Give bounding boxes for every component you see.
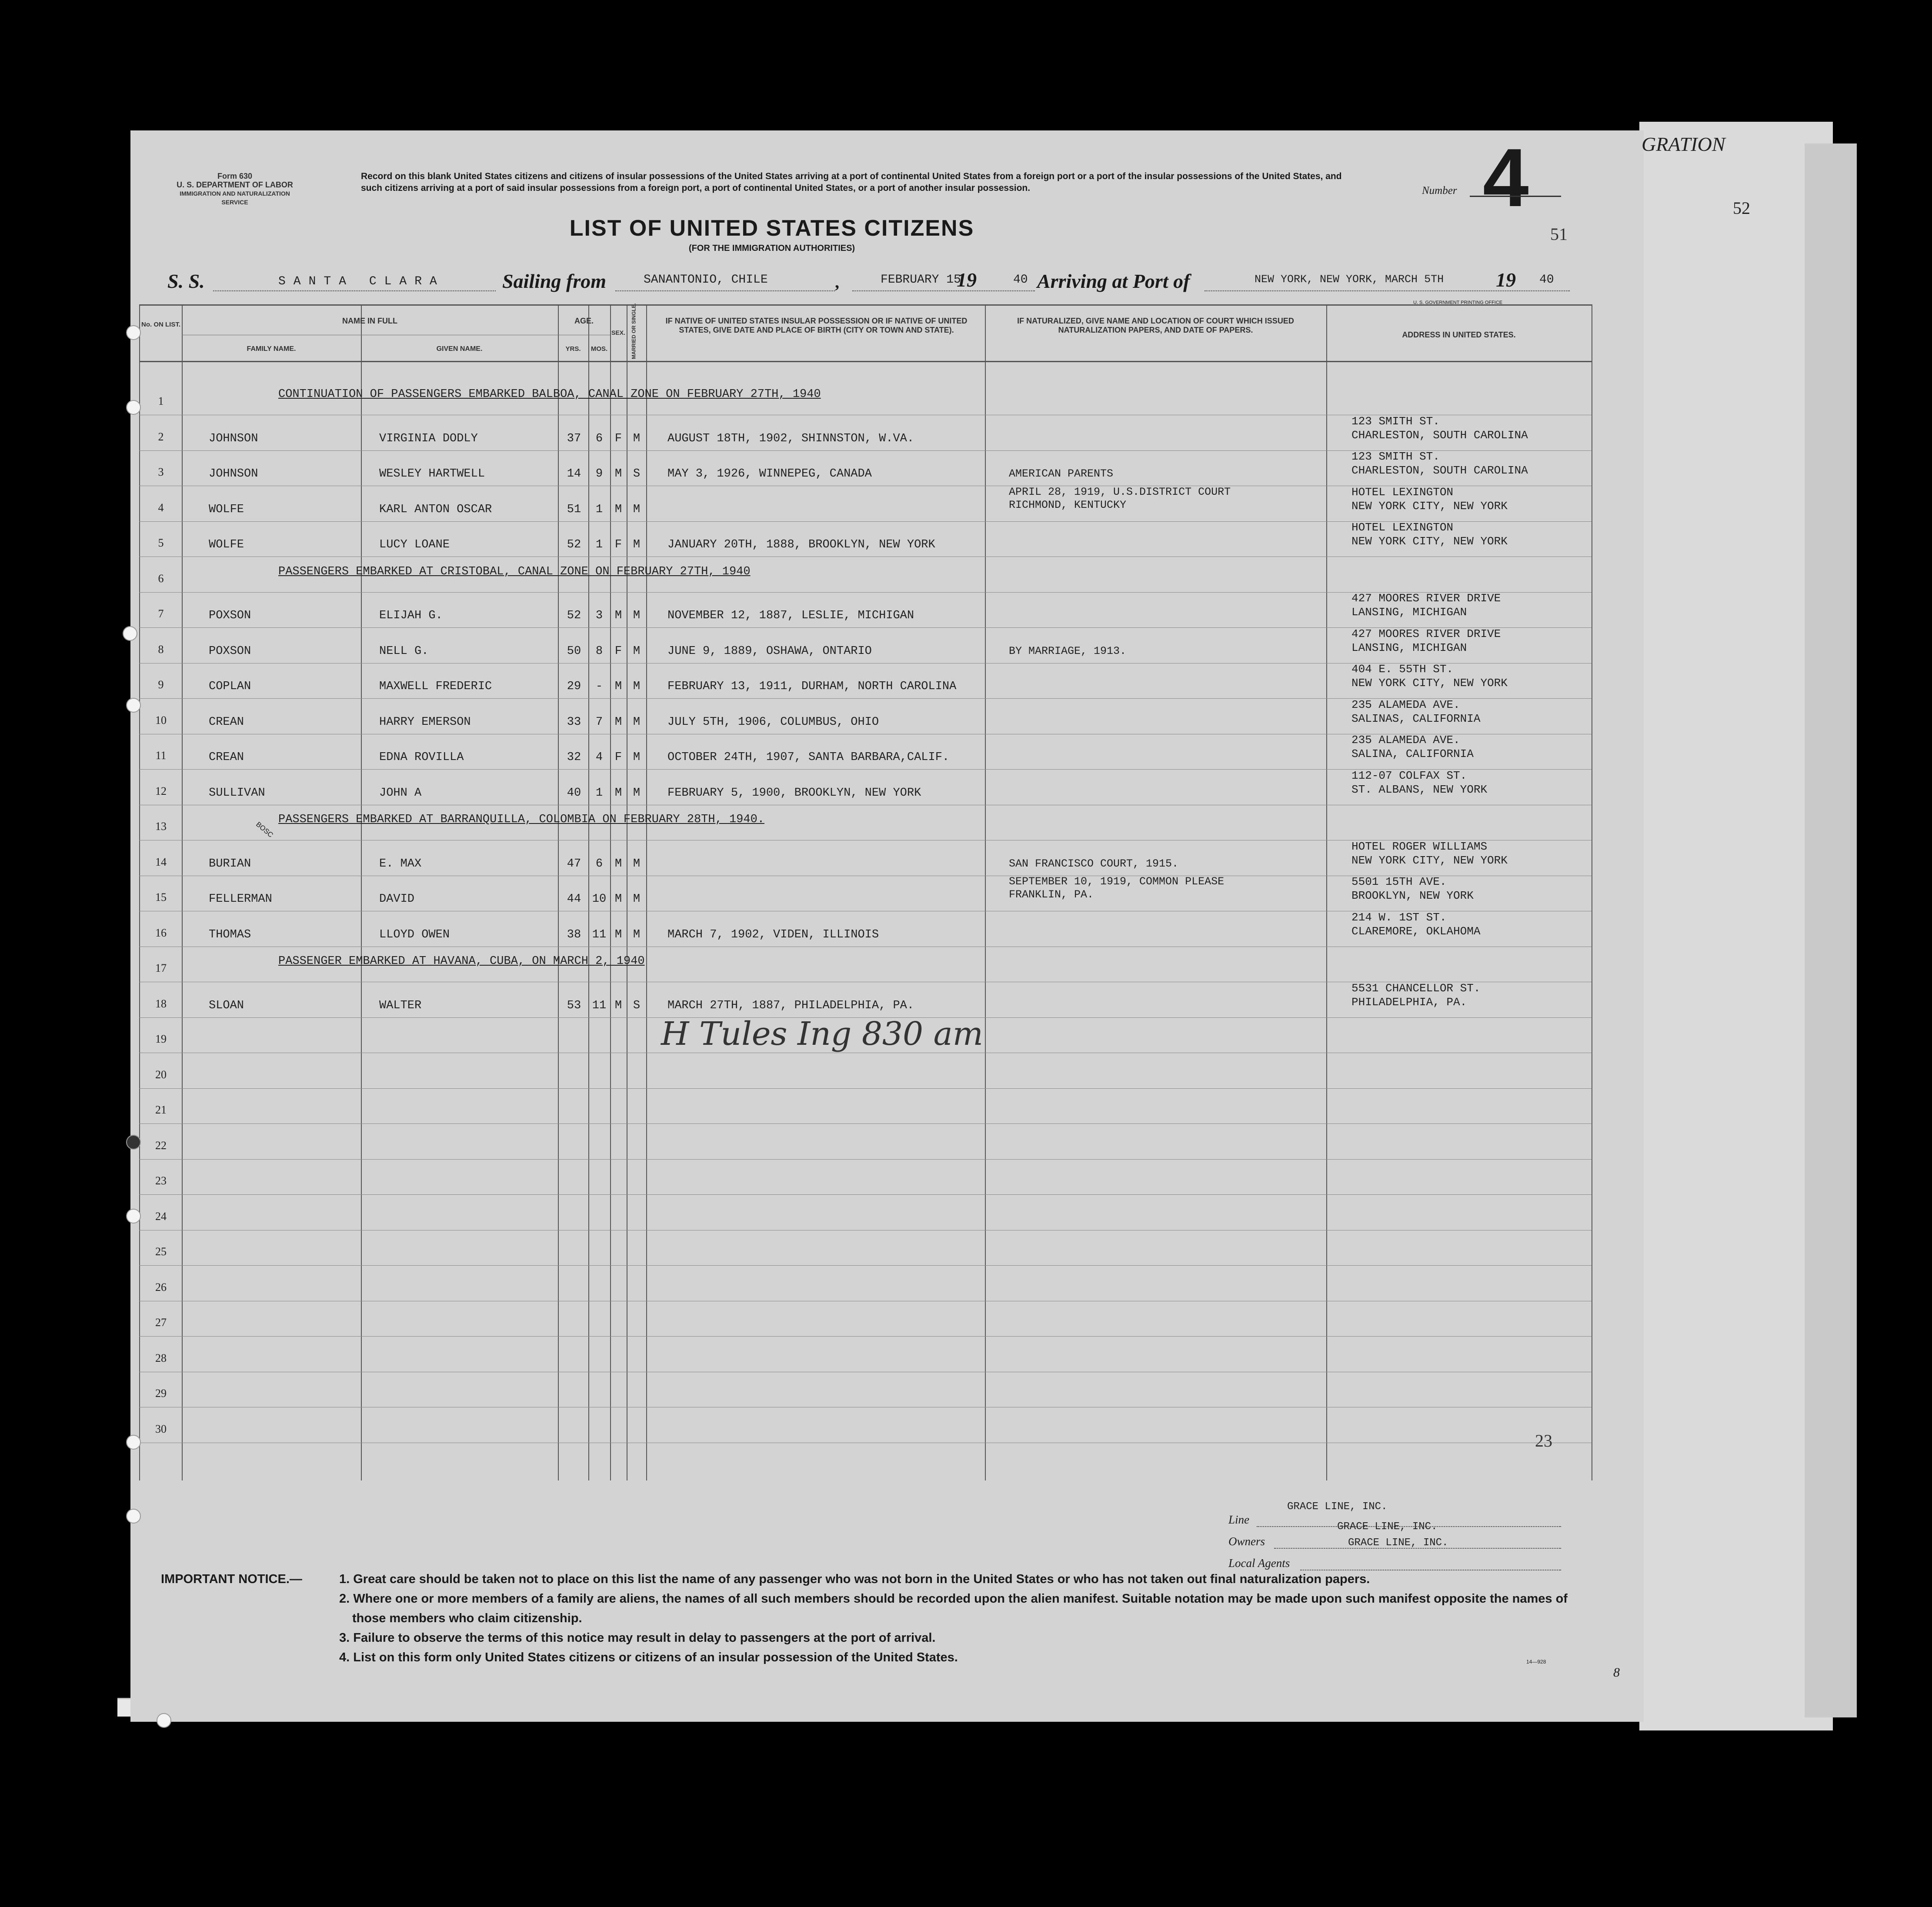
cell-given: NELL G. <box>379 644 429 658</box>
notice-item: 4. List on this form only United States citizens or citizens of an insular possession of the United States. <box>339 1650 958 1664</box>
cell-address-line2: SALINAS, CALIFORNIA <box>1351 712 1481 725</box>
department: U. S. DEPARTMENT OF LABOR <box>177 180 293 189</box>
cell-family: THOMAS <box>209 928 251 941</box>
binder-hole <box>126 1435 141 1450</box>
cell-given: DAVID <box>379 893 415 906</box>
next-page-number: 52 <box>1733 198 1750 218</box>
header-given: GIVEN NAME. <box>436 345 483 353</box>
binder-hole <box>126 1209 141 1224</box>
cell-address-line1: 427 MOORES RIVER DRIVE <box>1351 592 1501 605</box>
row-number: 11 <box>155 749 167 762</box>
cell-address-line2: NEW YORK CITY, NEW YORK <box>1351 853 1508 867</box>
date-line <box>852 290 1035 291</box>
cell-given: WALTER <box>379 999 422 1012</box>
agents-label: Local Agents <box>1228 1557 1290 1570</box>
cell-mos: 3 <box>595 609 603 622</box>
cell-yrs: 38 <box>567 928 581 941</box>
cell-address-line2: NEW YORK CITY, NEW YORK <box>1351 677 1508 690</box>
header-native: IF NATIVE OF UNITED STATES INSULAR POSSESSION OR IF NATIVE OF UNITED STATES, GIVE DATE AND PLACE OF BIRTH (CITY OR TOWN AND STATE). <box>665 317 968 334</box>
row-number: 12 <box>155 784 167 797</box>
cell-address-line2: LANSING, MICHIGAN <box>1351 641 1467 654</box>
cell-family: WOLFE <box>209 538 244 551</box>
cell-ms: M <box>633 857 641 870</box>
row-divider <box>139 1336 1592 1337</box>
cell-family: POXSON <box>209 644 251 658</box>
cell-address-line1: 427 MOORES RIVER DRIVE <box>1351 627 1501 640</box>
cell-sex: F <box>614 538 622 551</box>
header-name: NAME IN FULL <box>342 317 397 325</box>
cell-ms: M <box>633 715 641 729</box>
cell-birth: NOVEMBER 12, 1887, LESLIE, MICHIGAN <box>667 609 914 622</box>
row-divider <box>139 1088 1592 1089</box>
cell-birth: JANUARY 20TH, 1888, BROOKLYN, NEW YORK <box>667 538 935 551</box>
form-id-block <box>170 172 300 207</box>
section-heading: PASSENGER EMBARKED AT HAVANA, CUBA, ON MARCH 2, 1940 <box>278 955 645 968</box>
notice-item: 1. Great care should be taken not to place on this list the name of any passenger who was not born in the United States or who has not taken out final naturalization papers. <box>339 1572 1370 1586</box>
row-number: 26 <box>155 1280 167 1294</box>
cell-address-line1: 112-07 COLFAX ST. <box>1351 769 1467 782</box>
cell-address-line1: HOTEL LEXINGTON <box>1351 521 1454 534</box>
page-number: 51 <box>1550 224 1568 244</box>
line-value: GRACE LINE, INC. <box>1287 1501 1388 1513</box>
cell-ms: M <box>633 432 641 445</box>
cell-yrs: 52 <box>567 609 581 622</box>
cell-address-line1: HOTEL ROGER WILLIAMS <box>1351 840 1488 853</box>
cell-birth: FEBRUARY 13, 1911, DURHAM, NORTH CAROLINA <box>667 680 957 693</box>
cell-nat: SEPTEMBER 10, 1919, COMMON PLEASE FRANKLIN, PA. <box>1009 875 1225 901</box>
cell-address-line1: 5501 15TH AVE. <box>1351 875 1447 888</box>
cell-ms: M <box>633 644 641 658</box>
row-number: 2 <box>158 430 164 443</box>
cell-yrs: 52 <box>567 538 581 551</box>
cell-mos: - <box>595 680 603 693</box>
cell-address-line1: 123 SMITH ST. <box>1351 450 1440 463</box>
cell-mos: 4 <box>595 751 603 764</box>
handwritten-count: 23 <box>1535 1431 1552 1450</box>
cell-ms: M <box>633 503 641 516</box>
cell-yrs: 50 <box>567 644 581 658</box>
notice-item: 2. Where one or more members of a family are aliens, the names of all such members should be recorded upon the alien manifest. Suitable notation may be made upon such manifest opposite the names of those members who claim citizenship. <box>339 1592 1568 1625</box>
cell-sex: M <box>614 857 622 870</box>
cell-address-line2: CLAREMORE, OKLAHOMA <box>1351 924 1481 938</box>
cell-given: KARL ANTON OSCAR <box>379 503 492 516</box>
cell-given: LLOYD OWEN <box>379 928 450 941</box>
page-subtitle: (FOR THE IMMIGRATION AUTHORITIES) <box>688 243 855 253</box>
cell-given: EDNA ROVILLA <box>379 751 464 764</box>
binder-hole <box>157 1713 171 1728</box>
owners-label: Owners <box>1228 1535 1265 1548</box>
cell-mos: 1 <box>595 538 603 551</box>
cell-nat: BY MARRIAGE, 1913. <box>1009 644 1127 657</box>
cell-birth: AUGUST 18TH, 1902, SHINNSTON, W.VA. <box>667 432 914 445</box>
arriving-year: 40 <box>1539 273 1554 287</box>
cell-sex: M <box>614 680 622 693</box>
cell-address-line2: NEW YORK CITY, NEW YORK <box>1351 499 1508 513</box>
header-no: No. ON LIST. <box>141 321 180 328</box>
arriving-label: Arriving at Port of <box>1037 270 1190 292</box>
cell-address-line2: CHARLESTON, SOUTH CAROLINA <box>1351 428 1528 442</box>
row-number: 8 <box>158 643 164 656</box>
binder-hole <box>126 1135 141 1150</box>
row-number: 23 <box>155 1174 167 1187</box>
page-title: LIST OF UNITED STATES CITIZENS <box>569 216 974 241</box>
sailing-year-prefix: 19 <box>957 269 977 291</box>
ss-label: S. S. <box>167 270 205 292</box>
row-number: 16 <box>155 926 167 939</box>
cell-given: WESLEY HARTWELL <box>379 467 485 480</box>
cell-address-line1: 235 ALAMEDA AVE. <box>1351 698 1460 711</box>
row-number: 30 <box>155 1422 167 1435</box>
cell-sex: M <box>614 715 622 729</box>
section-heading: PASSENGERS EMBARKED AT CRISTOBAL, CANAL ZONE ON FEBRUARY 27TH, 1940 <box>278 565 751 578</box>
cell-ms: M <box>633 786 641 800</box>
form-id: Form 630 <box>217 172 253 180</box>
cell-mos: 8 <box>595 644 603 658</box>
notice-label: IMPORTANT NOTICE.— <box>161 1572 302 1586</box>
line-label: Line <box>1228 1513 1250 1526</box>
sailing-line <box>615 290 835 291</box>
cell-yrs: 33 <box>567 715 581 729</box>
line-value-2: GRACE LINE, INC. <box>1337 1521 1438 1533</box>
row-divider <box>139 1159 1592 1160</box>
cell-address-line2: PHILADELPHIA, PA. <box>1351 995 1467 1009</box>
cell-family: CREAN <box>209 751 244 764</box>
cell-nat: AMERICAN PARENTS <box>1009 467 1114 480</box>
cell-sex: M <box>614 503 622 516</box>
cell-sex: M <box>614 999 622 1012</box>
cell-mos: 6 <box>595 432 603 445</box>
cell-ms: S <box>633 999 641 1012</box>
cell-nat: SAN FRANCISCO COURT, 1915. <box>1009 857 1179 870</box>
cell-given: HARRY EMERSON <box>379 715 471 729</box>
cell-given: JOHN A <box>379 786 422 800</box>
printing-office: U. S. GOVERNMENT PRINTING OFFICE <box>1413 300 1503 305</box>
header-mos: MOS. <box>591 345 608 353</box>
sailing-from: SANANTONIO, CHILE <box>644 273 768 287</box>
cell-birth: MARCH 7, 1902, VIDEN, ILLINOIS <box>667 928 879 941</box>
cell-yrs: 14 <box>567 467 581 480</box>
cell-mos: 11 <box>592 999 607 1012</box>
col-line <box>182 304 183 1480</box>
header-address: ADDRESS IN UNITED STATES. <box>1402 330 1516 339</box>
cell-family: JOHNSON <box>209 467 258 480</box>
binder-hole <box>123 626 137 641</box>
cell-ms: M <box>633 893 641 906</box>
header-divider <box>139 361 1592 362</box>
row-number: 3 <box>158 466 164 478</box>
cell-yrs: 37 <box>567 432 581 445</box>
cell-given: ELIJAH G. <box>379 609 443 622</box>
cell-address-line1: 404 E. 55TH ST. <box>1351 663 1454 676</box>
arriving-year-prefix: 19 <box>1496 269 1516 291</box>
ship-line <box>213 290 496 291</box>
cell-family: WOLFE <box>209 503 244 516</box>
header-age: AGE. <box>574 317 594 325</box>
stamp-mark: BOSC <box>254 820 274 839</box>
cell-mos: 11 <box>592 928 607 941</box>
arriving-port: NEW YORK, NEW YORK, MARCH 5TH <box>1255 273 1444 286</box>
cell-given: MAXWELL FREDERIC <box>379 680 492 693</box>
owners-value: GRACE LINE, INC. <box>1348 1537 1448 1549</box>
cell-address-line2: NEW YORK CITY, NEW YORK <box>1351 535 1508 548</box>
row-number: 9 <box>158 678 164 691</box>
corner-number: 8 <box>1613 1665 1620 1680</box>
cell-birth: MARCH 27TH, 1887, PHILADELPHIA, PA. <box>667 999 914 1012</box>
cell-nat: APRIL 28, 1919, U.S.DISTRICT COURT RICHMOND, KENTUCKY <box>1009 485 1231 511</box>
list-number: 4 <box>1483 132 1529 224</box>
row-number: 29 <box>155 1387 167 1400</box>
cell-birth: MAY 3, 1926, WINNEPEG, CANADA <box>667 467 872 480</box>
cell-sex: F <box>614 432 622 445</box>
cell-sex: M <box>614 467 622 480</box>
cell-mos: 9 <box>595 467 603 480</box>
cell-sex: M <box>614 786 622 800</box>
row-number: 17 <box>155 962 167 974</box>
under-page-edge <box>1805 143 1857 1717</box>
cell-address-line2: CHARLESTON, SOUTH CAROLINA <box>1351 464 1528 477</box>
row-number: 18 <box>155 997 167 1010</box>
section-heading: CONTINUATION OF PASSENGERS EMBARKED BALBOA, CANAL ZONE ON FEBRUARY 27TH, 1940 <box>278 388 821 401</box>
comma: , <box>835 272 839 292</box>
sailing-year: 40 <box>1013 273 1028 287</box>
cell-ms: M <box>633 928 641 941</box>
col-line <box>646 304 647 1480</box>
header-yrs: YRS. <box>565 345 581 353</box>
cell-given: E. MAX <box>379 857 422 870</box>
row-number: 7 <box>158 607 164 620</box>
col-line <box>588 304 589 1480</box>
cell-family: POXSON <box>209 609 251 622</box>
cell-sex: M <box>614 893 622 906</box>
cell-family: JOHNSON <box>209 432 258 445</box>
cell-mos: 10 <box>592 893 607 906</box>
cell-ms: M <box>633 751 641 764</box>
row-number: 15 <box>155 891 167 903</box>
cell-birth: JUNE 9, 1889, OSHAWA, ONTARIO <box>667 644 872 658</box>
header-sex: SEX. <box>611 329 625 336</box>
number-underline <box>1470 196 1561 197</box>
cell-sex: F <box>614 644 622 658</box>
section-heading: PASSENGERS EMBARKED AT BARRANQUILLA, COLOMBIA ON FEBRUARY 28TH, 1940. <box>278 813 764 826</box>
cell-yrs: 32 <box>567 751 581 764</box>
cell-address-line1: 214 W. 1ST ST. <box>1351 910 1447 924</box>
binder-hole <box>126 698 141 713</box>
cell-yrs: 29 <box>567 680 581 693</box>
under-page <box>1639 122 1833 1730</box>
cell-ms: M <box>633 538 641 551</box>
cell-family: BURIAN <box>209 857 251 870</box>
cell-birth: JULY 5TH, 1906, COLUMBUS, OHIO <box>667 715 879 729</box>
cell-yrs: 47 <box>567 857 581 870</box>
header-naturalized: IF NATURALIZED, GIVE NAME AND LOCATION OF COURT WHICH ISSUED NATURALIZATION PAPERS, AND DATE OF PAPERS. <box>1017 317 1294 334</box>
cell-family: CREAN <box>209 715 244 729</box>
cell-mos: 7 <box>595 715 603 729</box>
cell-address-line1: 235 ALAMEDA AVE. <box>1351 733 1460 747</box>
cell-given: VIRGINIA DODLY <box>379 432 478 445</box>
cell-address-line2: LANSING, MICHIGAN <box>1351 606 1467 619</box>
cell-yrs: 51 <box>567 503 581 516</box>
number-label: Number <box>1422 185 1457 197</box>
service: IMMIGRATION AND NATURALIZATION SERVICE <box>180 190 290 206</box>
binder-hole <box>126 1509 141 1524</box>
cell-address-line1: 5531 CHANCELLOR ST. <box>1351 981 1481 995</box>
cell-birth: FEBRUARY 5, 1900, BROOKLYN, NEW YORK <box>667 786 921 800</box>
cell-ms: S <box>633 467 641 480</box>
row-number: 19 <box>155 1033 167 1045</box>
cell-address-line1: HOTEL LEXINGTON <box>1351 485 1454 499</box>
handwritten-note: H Tules Ing 830 am <box>661 1015 983 1053</box>
cell-family: FELLERMAN <box>209 893 272 906</box>
row-divider <box>139 1265 1592 1266</box>
row-number: 24 <box>155 1210 167 1223</box>
row-number: 1 <box>158 395 164 407</box>
cell-ms: M <box>633 680 641 693</box>
header-married: MARRIED OR SINGLE. <box>631 303 637 359</box>
col-line <box>361 304 362 1480</box>
cell-family: COPLAN <box>209 680 251 693</box>
notice-items <box>339 1570 1600 1667</box>
cell-yrs: 44 <box>567 893 581 906</box>
row-number: 28 <box>155 1351 167 1364</box>
cell-sex: M <box>614 609 622 622</box>
cell-sex: F <box>614 751 622 764</box>
cell-family: SLOAN <box>209 999 244 1012</box>
binder-hole <box>126 400 141 415</box>
row-number: 25 <box>155 1245 167 1258</box>
corner-stamp: GRATION <box>1642 133 1725 155</box>
header-family: FAMILY NAME. <box>247 345 296 353</box>
col-line <box>985 304 986 1480</box>
sailing-date: FEBRUARY 15 <box>881 273 961 287</box>
col-line <box>1326 304 1327 1480</box>
cell-family: SULLIVAN <box>209 786 265 800</box>
cell-mos: 6 <box>595 857 603 870</box>
print-code: 14—928 <box>1526 1659 1546 1665</box>
notice-item: 3. Failure to observe the terms of this notice may result in delay to passengers at the port of arrival. <box>339 1631 936 1645</box>
cell-birth: OCTOBER 24TH, 1907, SANTA BARBARA,CALIF. <box>667 751 950 764</box>
cell-yrs: 40 <box>567 786 581 800</box>
cell-mos: 1 <box>595 786 603 800</box>
row-number: 14 <box>155 855 167 868</box>
cell-address-line2: BROOKLYN, NEW YORK <box>1351 889 1474 902</box>
cell-given: LUCY LOANE <box>379 538 450 551</box>
record-instructions: Record on this blank United States citizens and citizens of insular possessions of the United States arriving at a port of continental United States from a foreign port or a port of the insular possessions of the United States, and such citizens arriving at a port of said insular possessions from a foreign port, a port of continental United States, or a port of another insular possession. <box>361 171 1342 193</box>
row-number: 21 <box>155 1104 167 1116</box>
row-number: 22 <box>155 1139 167 1152</box>
sailing-label: Sailing from <box>502 270 607 292</box>
row-number: 4 <box>158 501 164 514</box>
row-number: 20 <box>155 1068 167 1081</box>
cell-mos: 1 <box>595 503 603 516</box>
cell-address-line2: SALINA, CALIFORNIA <box>1351 747 1474 760</box>
row-number: 10 <box>155 713 167 727</box>
cell-sex: M <box>614 928 622 941</box>
binder-hole <box>126 325 141 340</box>
row-number: 27 <box>155 1316 167 1329</box>
cell-address-line1: 123 SMITH ST. <box>1351 414 1440 428</box>
cell-yrs: 53 <box>567 999 581 1012</box>
cell-address-line2: ST. ALBANS, NEW YORK <box>1351 783 1488 796</box>
cell-ms: M <box>633 609 641 622</box>
row-number: 13 <box>155 820 167 833</box>
row-number: 5 <box>158 537 164 549</box>
row-number: 6 <box>158 572 164 585</box>
col-line <box>558 304 559 1480</box>
ship-name: SANTA CLARA <box>278 275 445 288</box>
row-divider <box>139 1194 1592 1195</box>
col-line <box>139 304 140 1480</box>
